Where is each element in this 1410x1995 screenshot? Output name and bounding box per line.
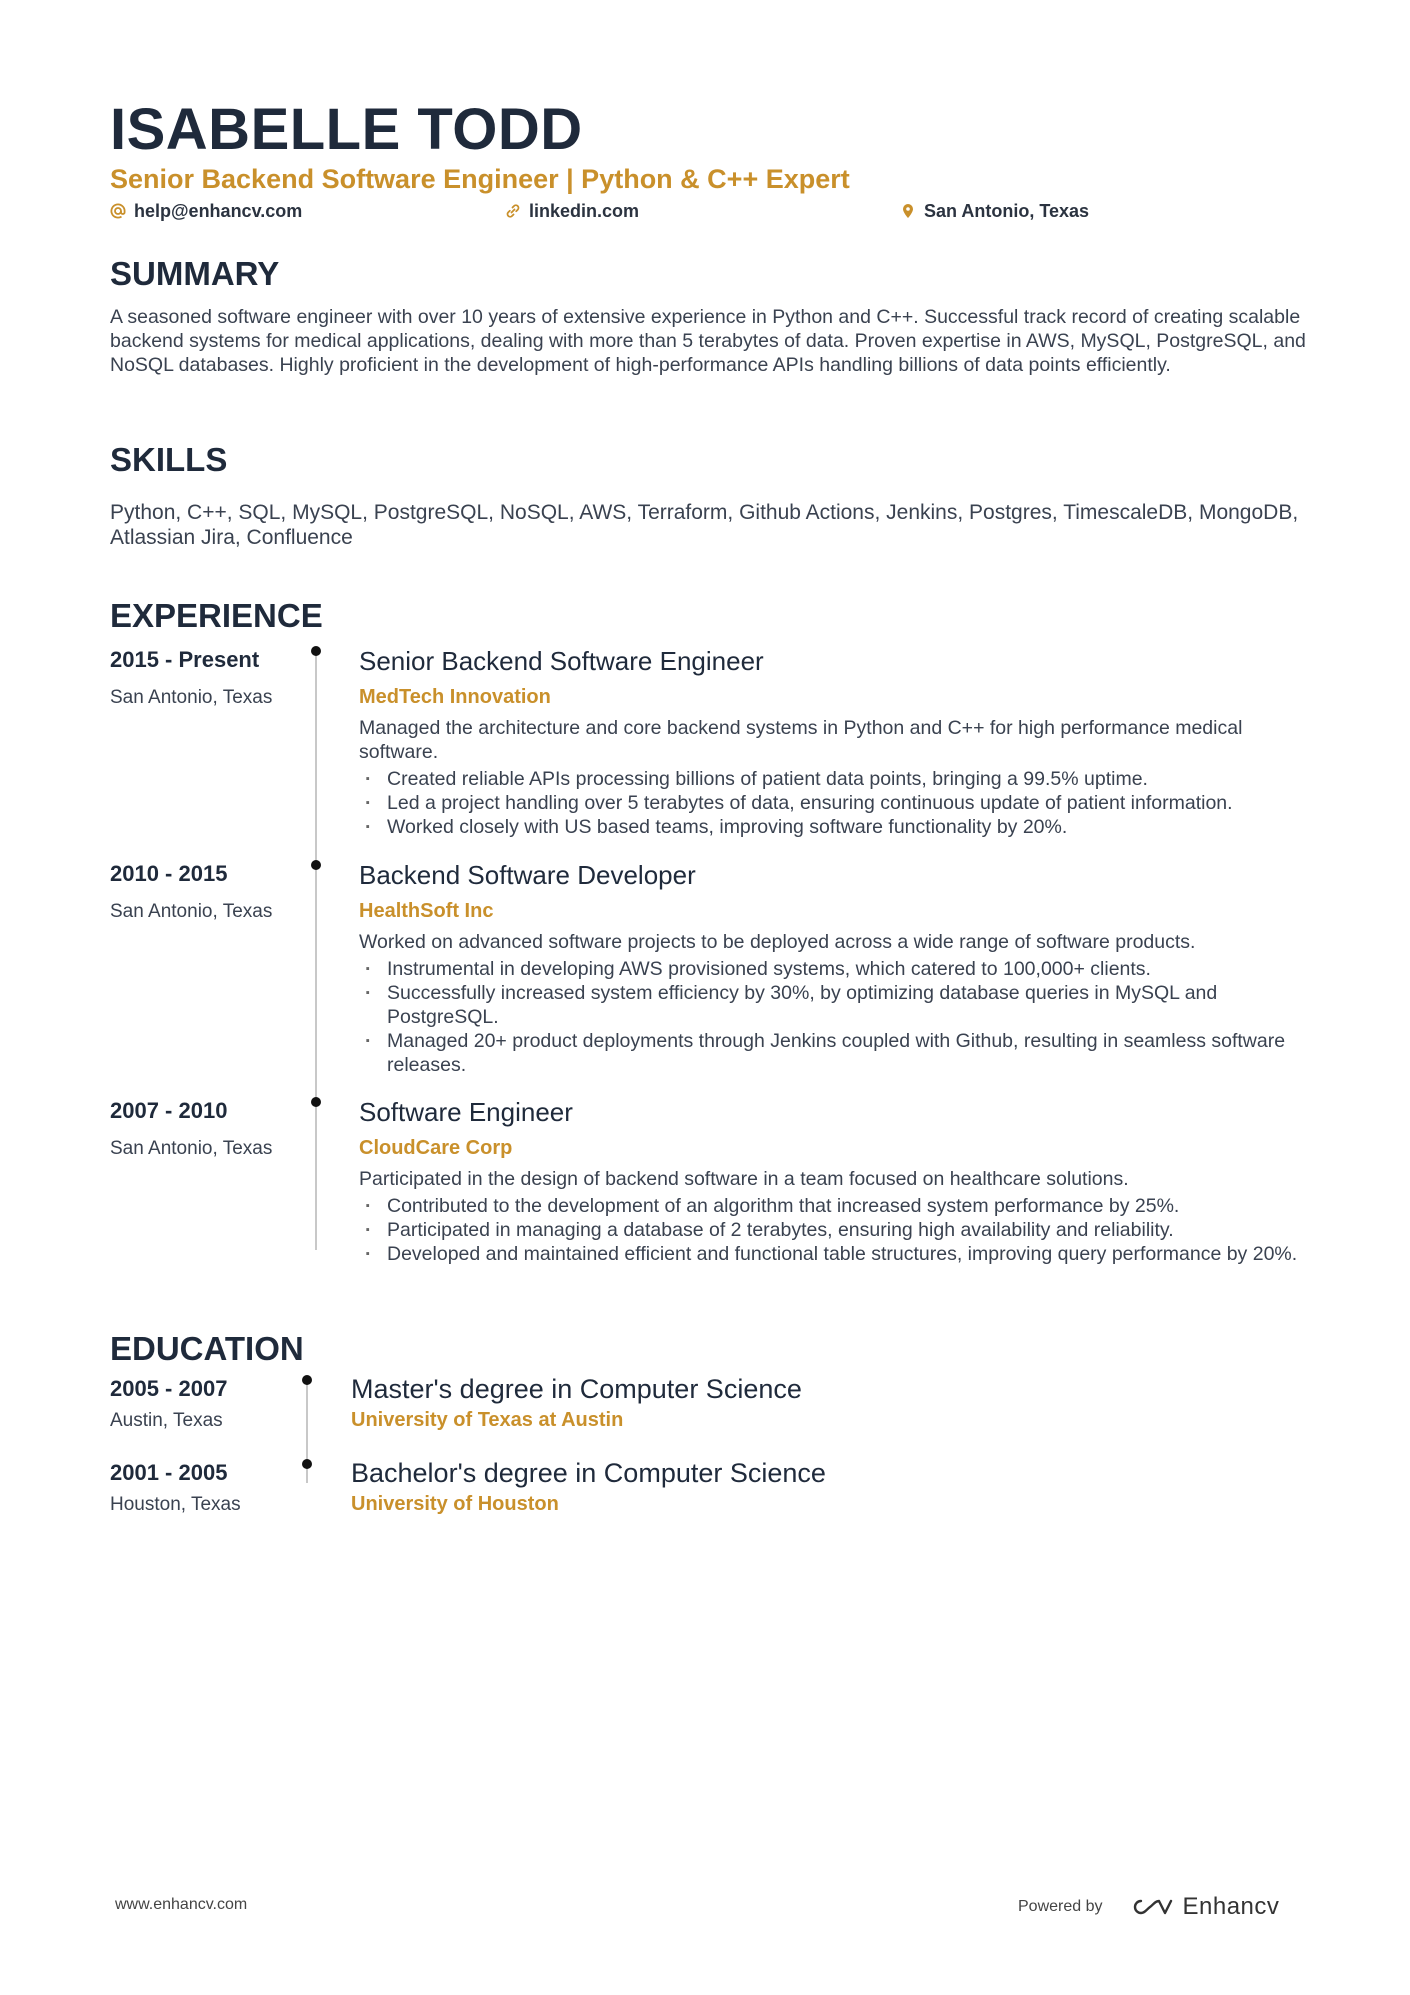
footer-powered-by bbox=[1018, 1893, 1279, 1921]
experience-1-bullet-2: · Led a project handling over 5 terabytes of data, ensuring continuous update of patient information. bbox=[359, 791, 1309, 815]
summary-text: A seasoned software engineer with over 10 years of extensive experience in Python and C++. Successful track record of creating scalable backend systems for medical applications, dealing with more than 5 terabytes of data. Proven expertise in AWS, MySQL, PostgreSQL, and NoSQL databases. Highly proficient in the development of high-performance APIs handling billions of data points efficiently. bbox=[110, 306, 1306, 376]
contact-linkedin[interactable] bbox=[505, 200, 639, 222]
powered-by-label: Powered by bbox=[1018, 1898, 1103, 1915]
experience-3-dot bbox=[311, 1097, 321, 1107]
link-icon bbox=[505, 203, 521, 219]
skills-text: Python, C++, SQL, MySQL, PostgreSQL, NoSQL, AWS, Terraform, Github Actions, Jenkins, Postgres, TimescaleDB, MongoDB, Atlassian Jira, Confluence bbox=[110, 501, 1299, 549]
experience-3-bullets bbox=[359, 1194, 1309, 1266]
experience-2-location: San Antonio, Texas bbox=[110, 901, 273, 922]
candidate-headline: Senior Backend Software Engineer | Python & C++ Expert bbox=[110, 164, 850, 194]
experience-1-description: Managed the architecture and core backend systems in Python and C++ for high performance medical software. bbox=[359, 717, 1243, 763]
experience-3-bullet-1: · Contributed to the development of an algorithm that increased system performance by 25%. bbox=[359, 1194, 1309, 1218]
education-heading: EDUCATION bbox=[110, 1330, 304, 1367]
experience-1-company: MedTech Innovation bbox=[359, 686, 551, 708]
contact-linkedin-text: linkedin.com bbox=[529, 201, 640, 221]
experience-2-bullets bbox=[359, 957, 1309, 1077]
education-2-school: University of Houston bbox=[351, 1493, 559, 1515]
experience-3-role: Software Engineer bbox=[359, 1097, 573, 1127]
contact-email-text: help@enhancv.com bbox=[134, 201, 303, 221]
experience-1-bullet-3: · Worked closely with US based teams, improving software functionality by 20%. bbox=[359, 815, 1309, 839]
experience-2-bullet-3: · Managed 20+ product deployments through Jenkins coupled with Github, resulting in seamless software releases. bbox=[359, 1029, 1309, 1077]
experience-2-company: HealthSoft Inc bbox=[359, 900, 494, 922]
contact-email[interactable] bbox=[110, 200, 302, 222]
experience-2-role: Backend Software Developer bbox=[359, 860, 696, 890]
education-1-degree: Master's degree in Computer Science bbox=[351, 1374, 802, 1404]
contact-location-text: San Antonio, Texas bbox=[924, 201, 1090, 221]
experience-heading: EXPERIENCE bbox=[110, 597, 323, 634]
location-pin-icon bbox=[900, 203, 916, 219]
experience-2-bullet-2: · Successfully increased system efficiency by 30%, by optimizing database queries in MySQL and PostgreSQL. bbox=[359, 981, 1309, 1029]
experience-2-dot bbox=[311, 860, 321, 870]
enhancv-logo-icon bbox=[1127, 1895, 1173, 1919]
enhancv-logo-text: Enhancv bbox=[1182, 1893, 1280, 1920]
experience-3-company: CloudCare Corp bbox=[359, 1137, 513, 1159]
footer-website[interactable]: www.enhancv.com bbox=[115, 1896, 248, 1913]
experience-1-role: Senior Backend Software Engineer bbox=[359, 646, 764, 676]
experience-2-bullet-1: · Instrumental in developing AWS provisioned systems, which catered to 100,000+ clients. bbox=[359, 957, 1309, 981]
education-1-school: University of Texas at Austin bbox=[351, 1409, 624, 1431]
education-1-location: Austin, Texas bbox=[110, 1410, 223, 1431]
summary-heading: SUMMARY bbox=[110, 255, 280, 292]
experience-1-dates: 2015 - Present bbox=[110, 647, 260, 672]
education-2-location: Houston, Texas bbox=[110, 1494, 241, 1515]
education-2-dot bbox=[302, 1459, 312, 1469]
education-2-dates: 2001 - 2005 bbox=[110, 1460, 228, 1485]
at-icon bbox=[110, 203, 126, 219]
enhancv-logo[interactable] bbox=[1127, 1893, 1280, 1921]
experience-2-description: Worked on advanced software projects to be deployed across a wide range of software products. bbox=[359, 931, 1196, 953]
education-1-dates: 2005 - 2007 bbox=[110, 1376, 228, 1401]
contact-location bbox=[900, 200, 1089, 222]
experience-3-location: San Antonio, Texas bbox=[110, 1138, 273, 1159]
experience-3-dates: 2007 - 2010 bbox=[110, 1098, 228, 1123]
experience-2-dates: 2010 - 2015 bbox=[110, 861, 228, 886]
experience-1-bullet-1: · Created reliable APIs processing billions of patient data points, bringing a 99.5% uptime. bbox=[359, 767, 1309, 791]
experience-1-dot bbox=[311, 646, 321, 656]
experience-3-bullet-3: · Developed and maintained efficient and functional table structures, improving query performance by 20%. bbox=[359, 1242, 1309, 1266]
experience-3-description: Participated in the design of backend software in a team focused on healthcare solutions. bbox=[359, 1168, 1129, 1190]
skills-heading: SKILLS bbox=[110, 441, 228, 478]
education-1-dot bbox=[302, 1375, 312, 1385]
experience-1-bullets bbox=[359, 767, 1309, 839]
education-2-degree: Bachelor's degree in Computer Science bbox=[351, 1458, 826, 1488]
candidate-name: ISABELLE TODD bbox=[110, 97, 583, 162]
experience-1-location: San Antonio, Texas bbox=[110, 687, 273, 708]
experience-timeline bbox=[315, 650, 317, 1250]
experience-3-bullet-2: · Participated in managing a database of 2 terabytes, ensuring high availability and reliability. bbox=[359, 1218, 1309, 1242]
